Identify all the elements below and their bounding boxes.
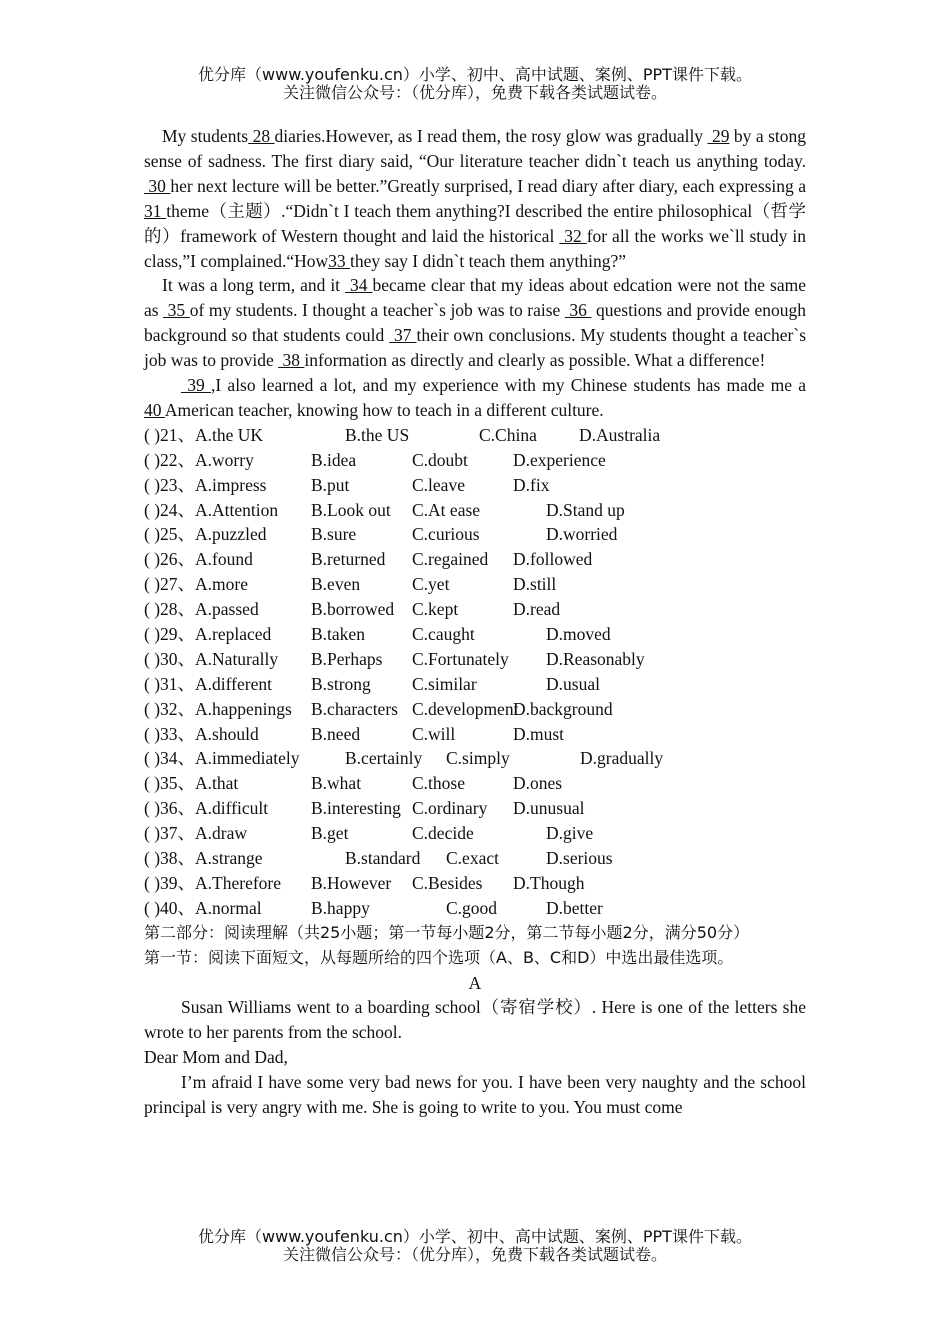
option-c: C.China [479, 424, 537, 445]
option-c: C.leave [412, 474, 465, 495]
option-b: B.Look out [311, 499, 391, 520]
option-c: C.simply [446, 748, 510, 769]
question-row [144, 647, 806, 672]
option-c: C.exact [446, 848, 499, 869]
text-run: diaries.However, as I read them, the rosy glow was gradually [274, 126, 708, 146]
option-b: B.Perhaps [311, 648, 383, 669]
question-row [144, 522, 806, 547]
option-d: D.gradually [580, 748, 664, 769]
blank-40: 40 [144, 399, 165, 420]
question-list [144, 423, 806, 921]
option-d: D.Australia [579, 424, 661, 445]
question-row [144, 697, 806, 722]
option-c: C.yet [412, 574, 450, 595]
header-line-1: 优分库（www.youfenku.cn）小学、初中、高中试题、案例、PPT课件下载。 [198, 65, 752, 84]
blank-39: 39 [181, 375, 211, 396]
option-d: D.worried [546, 524, 618, 545]
question-row [144, 572, 806, 597]
option-b: B.strong [311, 673, 371, 694]
blank-37: 37 [389, 325, 417, 346]
option-b: B.However [311, 872, 392, 893]
question-number-option-a: ( )40、A.normal [144, 897, 262, 918]
option-d: D.read [513, 599, 561, 620]
question-row [144, 871, 806, 896]
option-c: C.kept [412, 599, 459, 620]
question-row [144, 473, 806, 498]
blank-29: 29 [707, 126, 730, 146]
question-number-option-a: ( )30、A.Naturally [144, 648, 279, 669]
option-d: D.followed [513, 549, 593, 570]
option-d: D.must [513, 723, 565, 744]
option-b: B.the US [345, 424, 410, 445]
option-b: B.taken [311, 624, 365, 644]
header-line-2: 关注微信公众号：（优分库），免费下载各类试题试卷。 [282, 83, 667, 102]
question-number-option-a: ( )27、A.more [144, 574, 249, 595]
option-d: D.experience [513, 449, 606, 470]
text-run: by a stong sense of sadness. The first diary said, “Our literature teacher didn`t teach us anything today. [144, 126, 806, 171]
question-number-option-a: ( )24、A.Attention [144, 499, 279, 520]
question-row [144, 672, 806, 697]
option-d: D.background [513, 698, 613, 719]
question-row [144, 796, 806, 821]
option-c: C.good [446, 897, 498, 918]
question-row [144, 597, 806, 622]
option-d: D.moved [546, 624, 611, 644]
option-c: C.ordinary [412, 798, 488, 819]
passage-paragraph-3 [144, 373, 806, 423]
blank-30: 30 [144, 175, 171, 196]
blank-38: 38 [278, 350, 305, 371]
option-d: D.still [513, 574, 557, 595]
option-b: B.idea [311, 449, 357, 470]
option-c: C.caught [412, 624, 475, 644]
text-run: questions and provide enough background so that students could [144, 300, 806, 346]
question-number-option-a: ( )28、A.passed [144, 599, 259, 620]
blank-32: 32 [559, 225, 587, 246]
passage-letter-a: A [468, 972, 482, 993]
option-c: C.decide [412, 823, 474, 844]
option-b: B.sure [311, 524, 357, 545]
option-d: D.serious [546, 848, 613, 869]
option-b: B.returned [311, 549, 386, 570]
blank-34: 34 [345, 275, 373, 296]
blank-31: 31 [144, 200, 167, 221]
option-c: C.those [412, 773, 465, 794]
option-c: C.doubt [412, 449, 468, 470]
option-b: B.happy [311, 897, 370, 918]
page-footer [0, 1228, 950, 1264]
text-run: her next lecture will be better.”Greatly surprised, I read diary after diary, each expressing a [170, 175, 806, 196]
option-b: B.borrowed [311, 599, 395, 620]
option-d: D.unusual [513, 798, 585, 819]
question-row [144, 821, 806, 846]
question-number-option-a: ( )34、A.immediately [144, 748, 300, 769]
text-run: information as directly and clearly as possible. What a difference! [304, 350, 766, 371]
option-b: B.certainly [345, 748, 423, 769]
text-run: for all the works we`ll study in class,”I complained.“How [144, 225, 806, 271]
text-run: American teacher, knowing how to teach in a different culture. [164, 399, 604, 420]
question-row [144, 498, 806, 523]
question-number-option-a: ( )23、A.impress [144, 474, 267, 495]
text-run: My students [162, 126, 249, 146]
question-number-option-a: ( )29、A.replaced [144, 624, 272, 644]
option-c: C.Besides [412, 872, 483, 893]
option-d: D.better [546, 897, 603, 918]
blank-33: 33 [328, 250, 351, 271]
passage-a-intro: Susan Williams went to a boarding school（寄宿学校）. Here is one of the letters she wrote to her parents from the school. [144, 997, 806, 1043]
question-number-option-a: ( )25、A.puzzled [144, 524, 267, 545]
question-row [144, 896, 806, 921]
option-c: C.At ease [412, 499, 481, 520]
text-run: of my students. I thought a teacher`s job was to raise [189, 300, 565, 321]
question-number-option-a: ( )32、A.happenings [144, 698, 292, 719]
question-number-option-a: ( )33、A.should [144, 723, 259, 744]
question-row [144, 423, 806, 448]
option-d: D.ones [513, 773, 563, 794]
page-header [0, 66, 950, 102]
question-row [144, 722, 806, 747]
question-row [144, 622, 806, 647]
option-d: D.fix [513, 474, 550, 495]
question-row [144, 547, 806, 572]
question-number-option-a: ( )36、A.difficult [144, 798, 269, 819]
blank-35: 35 [163, 300, 190, 321]
option-c: C.will [412, 723, 456, 744]
option-b: B.interesting [311, 798, 401, 819]
document-body [144, 124, 806, 1120]
option-b: B.standard [345, 848, 421, 869]
option-d: D.Stand up [546, 499, 625, 520]
question-number-option-a: ( )21、A.the UK [144, 424, 264, 445]
text-run: It was a long term, and it [162, 275, 346, 296]
text-run: ,I also learned a lot, and my experience with my Chinese students has made me a [210, 375, 807, 396]
option-c: C.curious [412, 524, 480, 545]
option-b: B.get [311, 823, 349, 844]
blank-36: 36 [564, 300, 592, 321]
letter-body: I’m afraid I have some very bad news for you. I have been very naughty and the school principal is very angry with me. She is going to write to you. You must come [144, 1072, 806, 1118]
text-run: theme（主题）.“Didn`t I teach them anything?I described the entire philosophical（哲学的）framework of Western thought and laid the historical [144, 200, 806, 246]
option-b: B.put [311, 474, 350, 495]
option-b: B.characters [311, 698, 398, 719]
option-d: D.Reasonably [546, 648, 645, 669]
passage-paragraph-2 [144, 273, 806, 373]
question-row [144, 746, 806, 771]
option-d: D.usual [546, 673, 600, 694]
question-number-option-a: ( )22、A.worry [144, 449, 254, 470]
option-c: C.regained [412, 549, 489, 570]
option-c: C.development [412, 698, 519, 719]
option-b: B.what [311, 773, 362, 794]
question-row [144, 448, 806, 473]
option-b: B.need [311, 723, 361, 744]
question-number-option-a: ( )37、A.draw [144, 823, 248, 844]
question-number-option-a: ( )35、A.that [144, 773, 239, 794]
option-d: D.give [546, 823, 594, 844]
part-two-heading: 第二部分：阅读理解（共25小题；第一节每小题2分，第二节每小题2分，满分50分） [144, 922, 750, 942]
section-one-instructions: 第一节：阅读下面短文，从每题所给的四个选项（A、B、C和D）中选出最佳选项。 [144, 947, 734, 967]
question-row [144, 846, 806, 871]
text-run: became clear that my ideas about edcation were not the same as [144, 275, 807, 321]
question-number-option-a: ( )39、A.Therefore [144, 872, 282, 893]
option-d: D.Though [513, 872, 585, 893]
question-row [144, 771, 806, 796]
passage-paragraph-1 [144, 124, 806, 273]
option-c: C.similar [412, 673, 477, 694]
letter-greeting: Dear Mom and Dad, [144, 1047, 288, 1068]
footer-line-2: 关注微信公众号：（优分库），免费下载各类试题试卷。 [282, 1245, 667, 1264]
text-run: their own conclusions. My students thought a teacher`s job was to provide [144, 325, 807, 371]
question-number-option-a: ( )38、A.strange [144, 848, 263, 869]
blank-28: 28 [248, 126, 275, 146]
option-c: C.Fortunately [412, 648, 509, 669]
question-number-option-a: ( )26、A.found [144, 549, 253, 570]
question-number-option-a: ( )31、A.different [144, 673, 272, 694]
footer-line-1: 优分库（www.youfenku.cn）小学、初中、高中试题、案例、PPT课件下载。 [198, 1227, 752, 1246]
text-run: they say I didn`t teach them anything?” [350, 250, 627, 271]
option-b: B.even [311, 574, 361, 595]
